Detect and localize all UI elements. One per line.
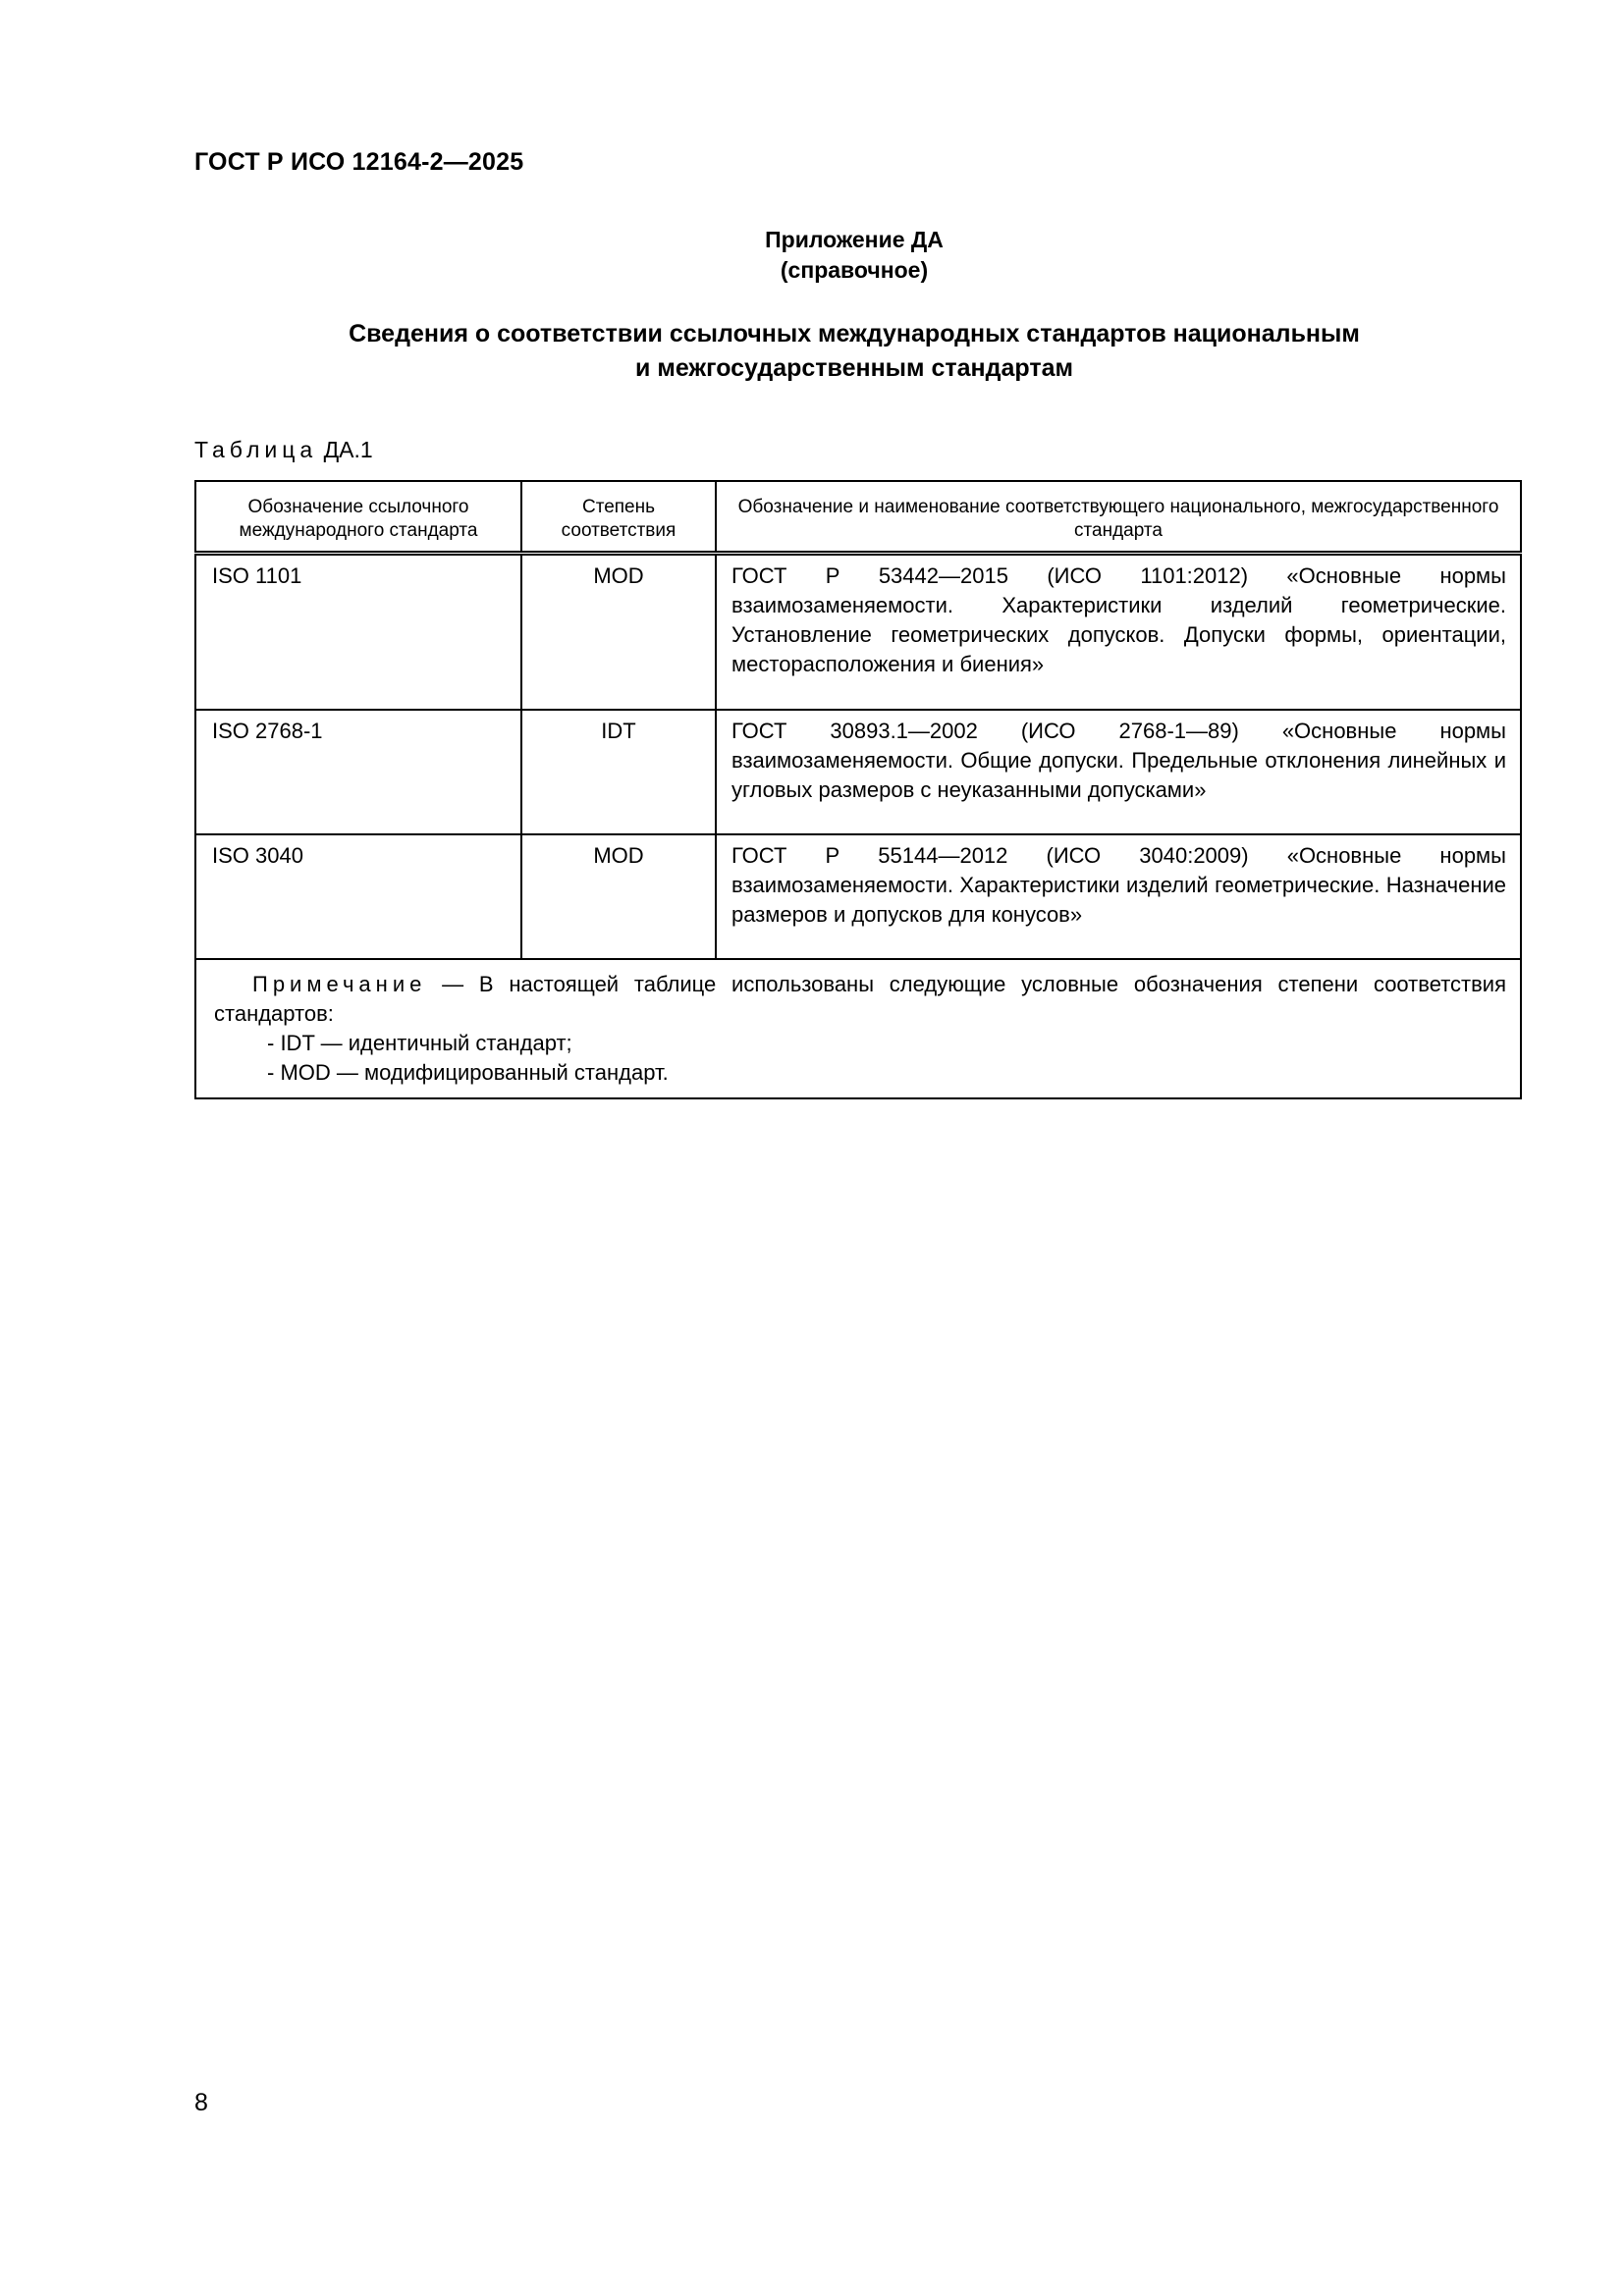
table-caption bbox=[194, 437, 373, 463]
note-item-mod: - MOD — модифицированный стандарт. bbox=[267, 1059, 669, 1085]
document-code: ГОСТ Р ИСО 12164-2—2025 bbox=[194, 148, 524, 176]
section-title bbox=[0, 317, 1624, 386]
national-standard-cell: ГОСТ Р 53442—2015 (ИСО 1101:2012) «Основные нормы взаимозаменяемости. Характеристики изделий геометрические. Установление геометрических допусков. Допуски формы, ориентации, месторасположения и биения» bbox=[716, 553, 1521, 710]
section-title-line-2: и межгосударственным стандартам bbox=[635, 354, 1073, 382]
degree-cell: MOD bbox=[521, 834, 716, 959]
note-item-idt: - IDT — идентичный стандарт; bbox=[267, 1030, 572, 1055]
page-number: 8 bbox=[194, 2089, 208, 2116]
note-text bbox=[214, 970, 1506, 1029]
degree-cell: IDT bbox=[521, 710, 716, 834]
table-row bbox=[195, 710, 1521, 834]
section-title-line-1: Сведения о соответствии ссылочных международных стандартов национальным bbox=[349, 320, 1360, 347]
note-body: — В настоящей таблице использованы следующие условные обозначения степени соответствия стандартов: bbox=[214, 971, 1506, 1026]
column-header-degree: Степень соответствия bbox=[521, 481, 716, 553]
table-caption-number: ДА.1 bbox=[323, 437, 373, 462]
national-standard-cell: ГОСТ Р 55144—2012 (ИСО 3040:2009) «Основные нормы взаимозаменяемости. Характеристики изделий геометрические. Назначение размеров и допусков для конусов» bbox=[716, 834, 1521, 959]
national-standard-cell: ГОСТ 30893.1—2002 (ИСО 2768-1—89) «Основные нормы взаимозаменяемости. Общие допуски. Предельные отклонения линейных и угловых размеров с неуказанными допусками» bbox=[716, 710, 1521, 834]
appendix-type: (справочное) bbox=[780, 257, 929, 283]
international-standard-cell: ISO 1101 bbox=[195, 553, 521, 710]
table-note-row bbox=[195, 959, 1521, 1098]
table-header-row bbox=[195, 481, 1521, 553]
international-standard-cell: ISO 3040 bbox=[195, 834, 521, 959]
note-label: Примечание bbox=[252, 971, 427, 996]
appendix-title: Приложение ДА bbox=[765, 227, 944, 252]
international-standard-cell: ISO 2768-1 bbox=[195, 710, 521, 834]
table-row bbox=[195, 553, 1521, 710]
correspondence-table bbox=[194, 480, 1522, 1099]
table-note bbox=[195, 959, 1521, 1098]
column-header-international-standard: Обозначение ссылочного международного стандарта bbox=[195, 481, 521, 553]
degree-cell: MOD bbox=[521, 553, 716, 710]
column-header-national-standard: Обозначение и наименование соответствующего национального, межгосударственного стандарта bbox=[716, 481, 1521, 553]
appendix-heading bbox=[0, 225, 1624, 286]
table-caption-label: Таблица bbox=[194, 437, 318, 462]
table-row bbox=[195, 834, 1521, 959]
